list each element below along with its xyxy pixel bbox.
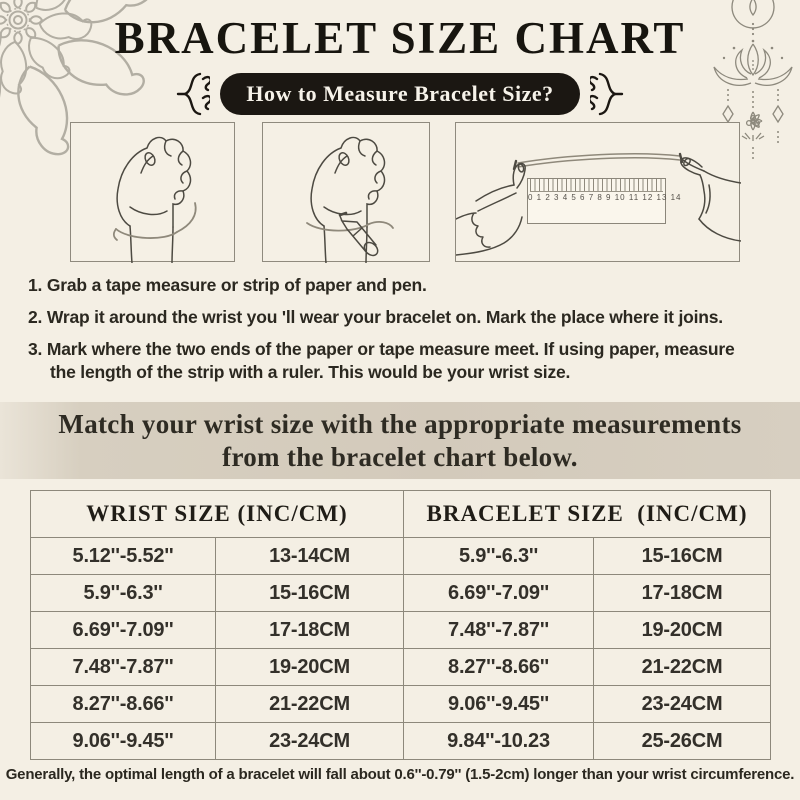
size-table [30, 490, 771, 760]
table-row [31, 723, 771, 760]
how-to-measure-pill: How to Measure Bracelet Size? [220, 73, 579, 115]
table-row [31, 612, 771, 649]
table-cell: 23-24CM [216, 723, 404, 760]
illustration-step1-box [70, 122, 235, 262]
table-cell: 6.69''-7.09'' [31, 612, 216, 649]
subtitle-row [0, 71, 800, 117]
table-cell: 5.9''-6.3'' [31, 575, 216, 612]
left-squiggle-icon [176, 71, 210, 117]
banner-line-2: from the bracelet chart below. [222, 441, 578, 472]
right-squiggle-icon [590, 71, 624, 117]
wrist-tape-illustration [71, 123, 236, 263]
page-title: BRACELET SIZE CHART [114, 13, 686, 63]
table-cell: 21-22CM [594, 649, 771, 686]
table-cell: 5.9''-6.3'' [404, 538, 594, 575]
illustration-step2-box [262, 122, 430, 262]
wrist-pen-mark-illustration [263, 123, 431, 263]
instruction-step-2: 2. Wrap it around the wrist you 'll wear your bracelet on. Mark the place where it joins. [28, 307, 723, 327]
table-row [31, 538, 771, 575]
instruction-step-3: 3. Mark where the two ends of the paper or tape measure meet. If using paper, measure the length of the strip with a ruler. This would be your wrist size. [28, 339, 735, 382]
ruler-ticks [530, 179, 663, 192]
table-cell: 19-20CM [216, 649, 404, 686]
table-cell: 7.48''-7.87'' [404, 612, 594, 649]
table-cell: 15-16CM [594, 538, 771, 575]
ruler-numbers: 0 1 2 3 4 5 6 7 8 9 10 11 12 13 14 [528, 193, 682, 202]
table-row [31, 649, 771, 686]
banner-line-1: Match your wrist size with the appropriate measurements [58, 408, 742, 439]
illustration-step3-box [455, 122, 740, 262]
table-header-row [31, 491, 771, 538]
table-cell: 15-16CM [216, 575, 404, 612]
instruction-step-1: 1. Grab a tape measure or strip of paper and pen. [28, 275, 427, 295]
footer-note: Generally, the optimal length of a bracelet will fall about 0.6''-0.79'' (1.5-2cm) longer than your wrist circumference. [5, 766, 795, 783]
table-cell: 21-22CM [216, 686, 404, 723]
table-cell: 9.84''-10.23 [404, 723, 594, 760]
instructions-list [28, 274, 776, 393]
table-row [31, 686, 771, 723]
table-cell: 8.27''-8.66'' [404, 649, 594, 686]
table-cell: 25-26CM [594, 723, 771, 760]
ruler [527, 178, 682, 224]
table-cell: 5.12''-5.52'' [31, 538, 216, 575]
match-size-banner [0, 402, 800, 479]
table-cell: 6.69''-7.09'' [404, 575, 594, 612]
table-row [31, 575, 771, 612]
table-cell: 9.06''-9.45'' [31, 723, 216, 760]
table-cell: 19-20CM [594, 612, 771, 649]
wrist-size-header: WRIST SIZE (INC/CM) [31, 491, 404, 538]
table-cell: 13-14CM [216, 538, 404, 575]
table-cell: 8.27''-8.66'' [31, 686, 216, 723]
table-cell: 23-24CM [594, 686, 771, 723]
table-cell: 17-18CM [216, 612, 404, 649]
bracelet-size-header: BRACELET SIZE (INC/CM) [404, 491, 771, 538]
table-cell: 9.06''-9.45'' [404, 686, 594, 723]
table-cell: 17-18CM [594, 575, 771, 612]
table-cell: 7.48''-7.87'' [31, 649, 216, 686]
